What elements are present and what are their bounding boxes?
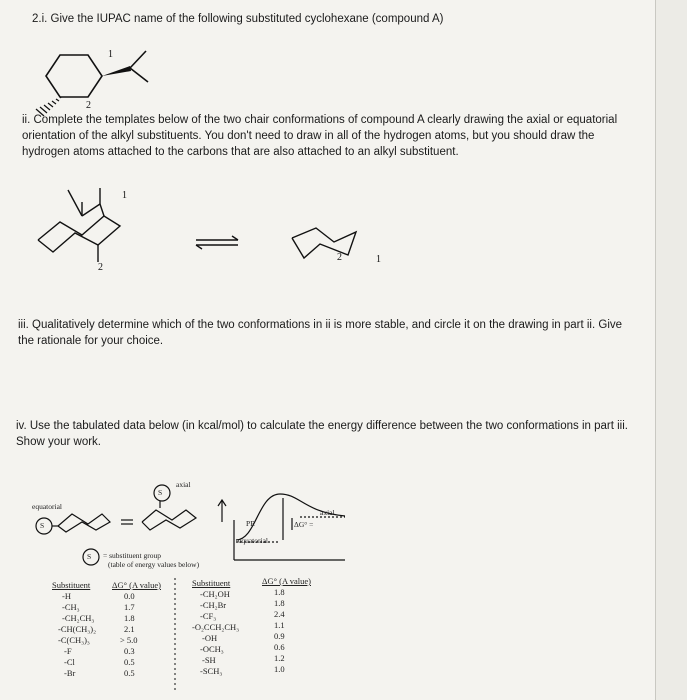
chair2-label-c2: 2 bbox=[337, 252, 342, 263]
table-cell: 0.5 bbox=[124, 668, 135, 678]
table-right-header-value: ΔG° (A value) bbox=[262, 576, 311, 586]
table-row: -CH₃ bbox=[62, 602, 80, 612]
table-cell: 0.0 bbox=[124, 591, 135, 601]
background-notebook-edge bbox=[655, 0, 687, 700]
label-c2: 2 bbox=[86, 100, 91, 111]
table-cell: 2.4 bbox=[274, 609, 285, 619]
table-row: -CH₂OH bbox=[200, 589, 230, 599]
table-cell: 1.8 bbox=[274, 587, 285, 597]
question-2ii: ii. Complete the templates below of the two chair conformations of compound A clearly drawing the axial or equatorial orientation of the alkyl substituents. You don't need to draw in all of the hydrogen atoms, but you should draw the hydrogen atoms attached to the carbons that are also attached to an alkyl substituent. bbox=[22, 114, 618, 158]
table-left-values bbox=[112, 580, 167, 679]
table-cell: 1.8 bbox=[124, 613, 135, 623]
label-delta-g: ΔG° = bbox=[294, 520, 314, 529]
table-left-header-value: ΔG° (A value) bbox=[112, 580, 161, 590]
table-cell: 0.9 bbox=[274, 631, 285, 641]
conformation-equatorial-drawing bbox=[48, 514, 110, 532]
table-row: -CH₂Br bbox=[200, 600, 227, 610]
table-row: -SH bbox=[202, 655, 216, 665]
circle-s-legend: S bbox=[87, 552, 92, 561]
table-cell: 2.1 bbox=[124, 624, 135, 634]
table-row: -OCH₃ bbox=[200, 644, 224, 654]
chair-conformation-2 bbox=[292, 228, 356, 258]
table-right-header-substituent: Substituent bbox=[192, 578, 231, 588]
table-cell: 1.1 bbox=[274, 620, 285, 630]
table-row: -H bbox=[62, 591, 71, 601]
question-2i: 2.i. Give the IUPAC name of the following substituted cyclohexane (compound A) bbox=[32, 13, 444, 25]
table-left-substituents bbox=[52, 580, 102, 679]
table-row: -C(CH₃)₃ bbox=[58, 635, 90, 645]
table-row: -Cl bbox=[64, 657, 75, 667]
table-right-substituents bbox=[192, 578, 252, 677]
label-equatorial: equatorial bbox=[32, 502, 62, 511]
table-cell: 0.3 bbox=[124, 646, 135, 656]
table-right-values bbox=[262, 576, 322, 675]
table-cell: 1.7 bbox=[124, 602, 135, 612]
table-left-header-substituent: Substituent bbox=[52, 580, 91, 590]
label-c1: 1 bbox=[108, 49, 113, 60]
legend-line-1: = substituent group bbox=[103, 551, 161, 560]
table-cell: 1.2 bbox=[274, 653, 285, 663]
table-row: -CH(CH₃)₂ bbox=[58, 624, 97, 634]
wedge-bond bbox=[102, 66, 131, 76]
question-2iv: iv. Use the tabulated data below (in kcal/mol) to calculate the energy difference between the two conformations in part iii. Show your work. bbox=[16, 420, 628, 448]
table-cell: 1.0 bbox=[274, 664, 285, 674]
chair1-label-c1: 1 bbox=[122, 190, 127, 201]
label-axial: axial bbox=[176, 480, 191, 489]
label-pe: PE bbox=[246, 519, 255, 528]
table-row: -CH₂CH₃ bbox=[62, 613, 95, 623]
cyclohexane-ring bbox=[46, 55, 102, 97]
table-row: -SCH₃ bbox=[200, 666, 223, 676]
table-cell: 0.5 bbox=[124, 657, 135, 667]
table-row: -CF₃ bbox=[200, 611, 217, 621]
table-row: -Br bbox=[64, 668, 76, 678]
circle-s-equatorial: S bbox=[40, 521, 45, 530]
table-row: -O₂CCH₂CH₃ bbox=[192, 622, 240, 632]
isopropyl-bond-1 bbox=[130, 51, 146, 68]
circle-s-axial: S bbox=[158, 488, 163, 497]
table-row: -OH bbox=[202, 633, 218, 643]
table-cell: > 5.0 bbox=[120, 635, 138, 645]
isopropyl-bond-2 bbox=[130, 68, 148, 82]
table-row: -F bbox=[64, 646, 72, 656]
table-cell: 0.6 bbox=[274, 642, 285, 652]
chair-conformation-1 bbox=[38, 216, 120, 252]
conformation-axial-drawing bbox=[142, 500, 196, 530]
label-equatorial-energy: equatorial bbox=[238, 536, 268, 545]
chair1-label-c2: 2 bbox=[98, 262, 103, 273]
energy-diagram bbox=[218, 494, 345, 560]
legend-line-2: (table of energy values below) bbox=[108, 560, 200, 569]
equilibrium-arrows bbox=[196, 236, 238, 249]
chair2-label-c1: 1 bbox=[376, 254, 381, 265]
table-cell: 1.8 bbox=[274, 598, 285, 608]
label-axial-energy: axial bbox=[320, 508, 335, 517]
question-2iii: iii. Qualitatively determine which of the two conformations in ii is more stable, and circle it on the drawing in part ii. Give the rationale for your choice. bbox=[18, 319, 623, 347]
